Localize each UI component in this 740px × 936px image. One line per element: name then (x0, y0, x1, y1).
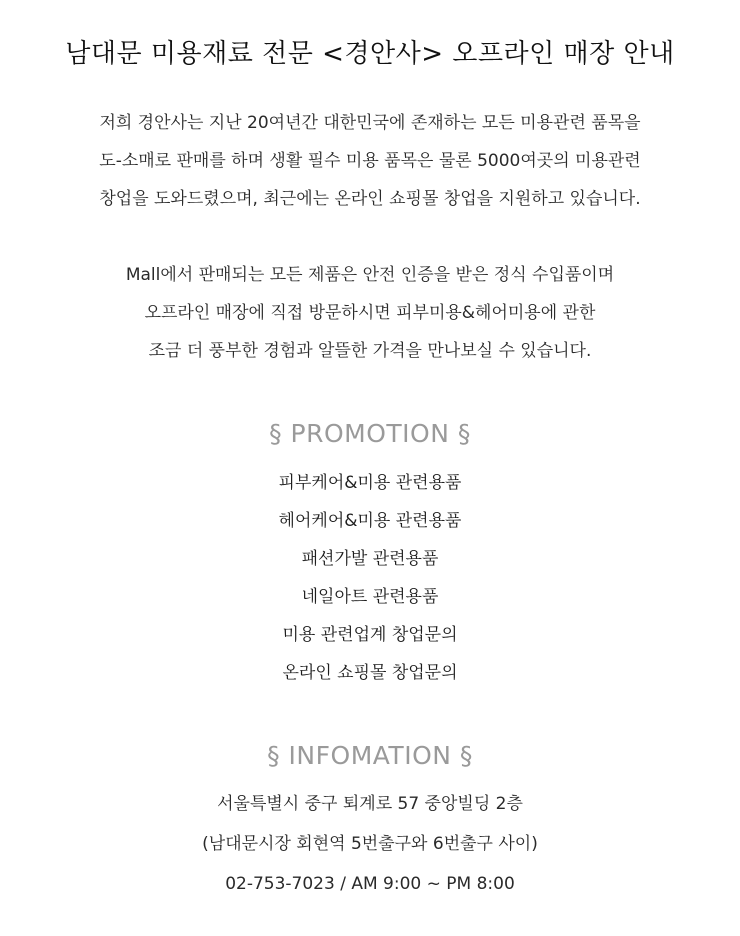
page-title: 남대문 미용재료 전문 <경안사> 오프라인 매장 안내 (65, 39, 675, 69)
intro-paragraph-2 (0, 256, 740, 370)
intro-paragraph-1 (0, 104, 740, 218)
intro-line: 조금 더 풍부한 경험과 알뜰한 가격을 만나보실 수 있습니다. (148, 341, 592, 361)
store-location-note: (남대문시장 회현역 5번출구와 6번출구 사이) (202, 834, 538, 854)
intro-line: 오프라인 매장에 직접 방문하시면 피부미용&헤어미용에 관한 (144, 303, 596, 323)
promotion-item: 패션가발 관련용품 (301, 549, 439, 569)
information-block (0, 784, 740, 904)
promotion-item: 헤어케어&미용 관련용품 (278, 511, 462, 531)
information-heading: § INFOMATION § (267, 741, 473, 770)
promotion-item: 피부케어&미용 관련용품 (278, 473, 462, 493)
intro-line: Mall에서 판매되는 모든 제품은 안전 인증을 받은 정식 수입품이며 (125, 265, 615, 285)
promotion-item: 온라인 쇼핑몰 창업문의 (282, 663, 458, 683)
promotion-heading: § PROMOTION § (269, 419, 471, 448)
promotion-item: 네일아트 관련용품 (301, 587, 439, 607)
promotion-list (0, 464, 740, 692)
store-address: 서울특별시 중구 퇴계로 57 중앙빌딩 2층 (217, 794, 523, 814)
intro-line: 창업을 도와드렸으며, 최근에는 온라인 쇼핑몰 창업을 지원하고 있습니다. (99, 189, 641, 209)
store-contact-hours: 02-753-7023 / AM 9:00 ~ PM 8:00 (225, 874, 515, 894)
intro-line: 저희 경안사는 지난 20여년간 대한민국에 존재하는 모든 미용관련 품목을 (99, 113, 641, 133)
intro-line: 도-소매로 판매를 하며 생활 필수 미용 품목은 물론 5000여곳의 미용관련 (99, 151, 641, 171)
promotion-item: 미용 관련업계 창업문의 (282, 625, 458, 645)
